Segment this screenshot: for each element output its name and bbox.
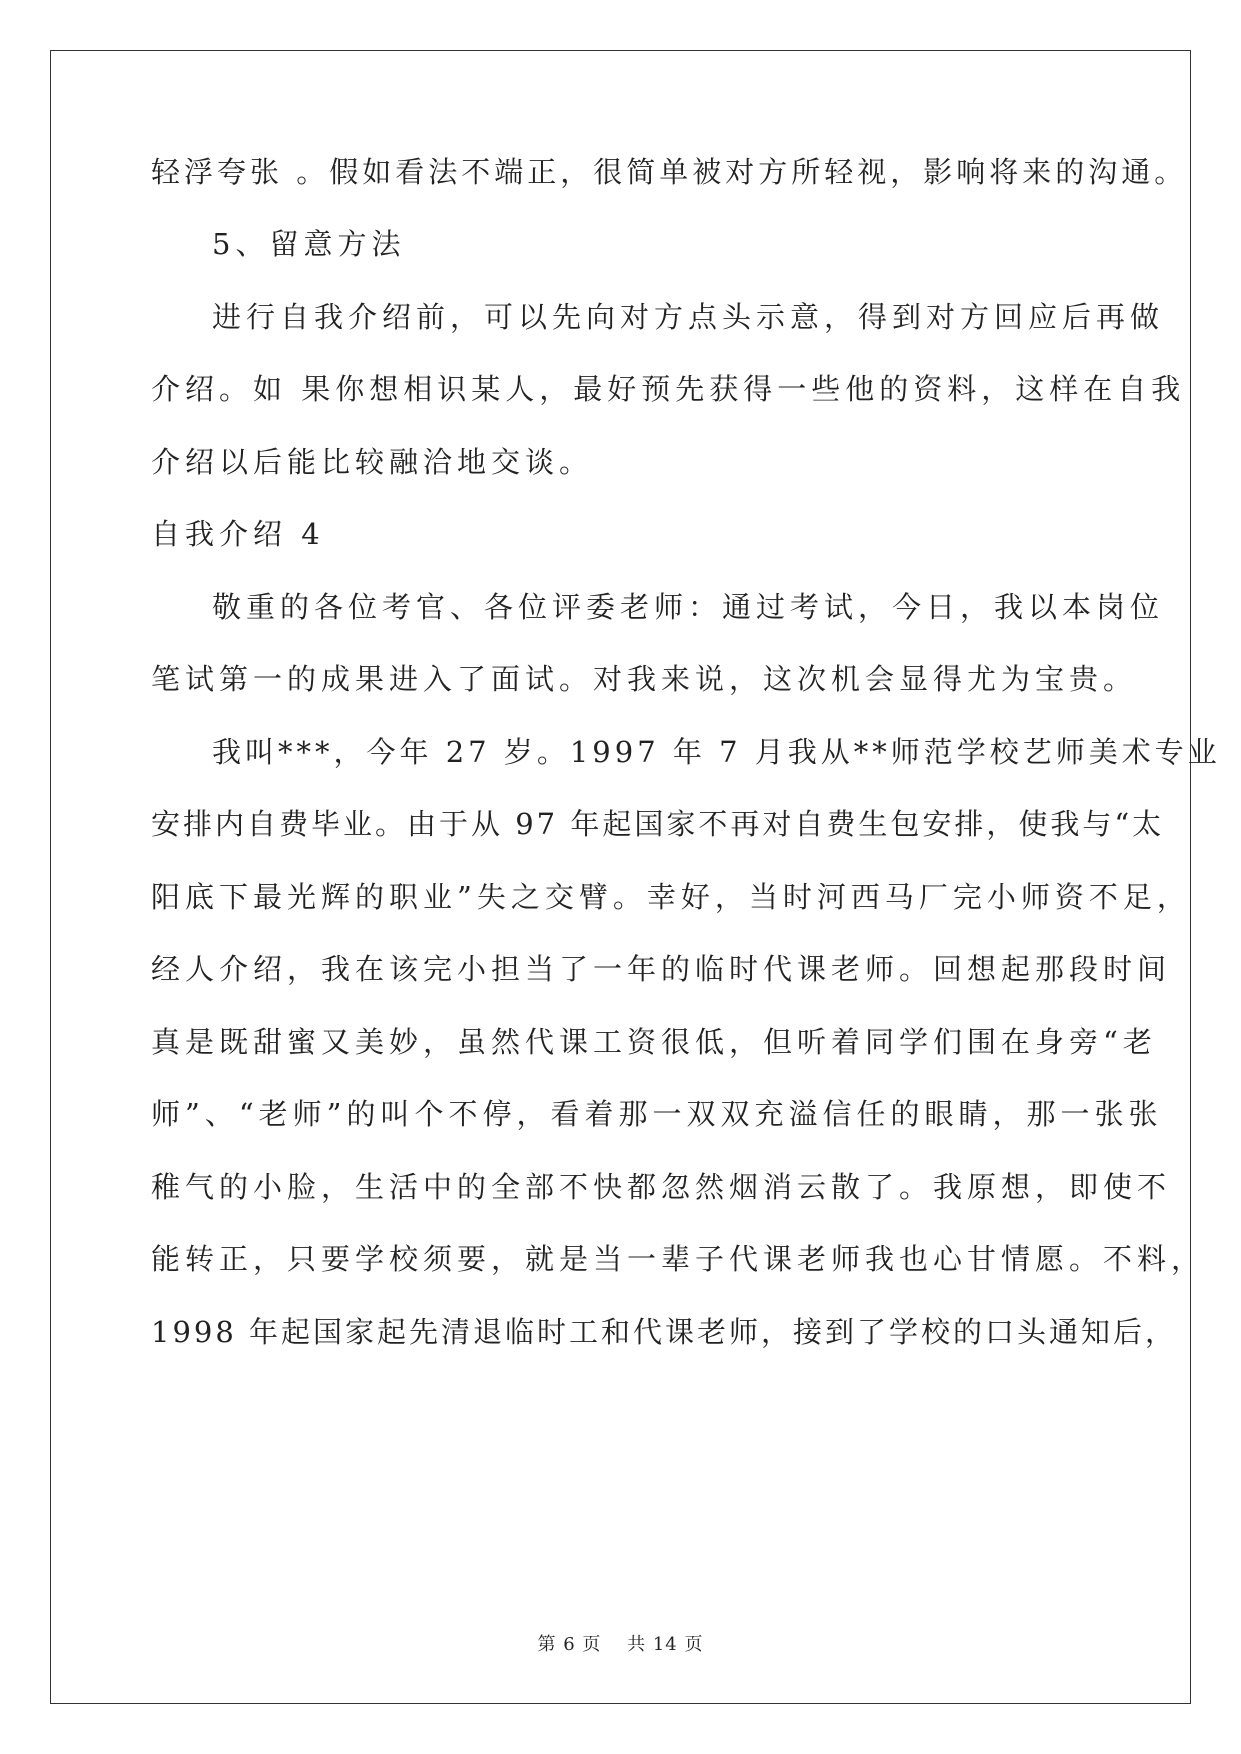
paragraph-line: 进行自我介绍前，可以先向对方点头示意，得到对方回应后再做 [212, 300, 1165, 334]
paragraph-line: 师”、“老师”的叫个不停，看着那一双双充溢信任的眼睛，那一张张 [151, 1097, 1163, 1131]
paragraph-line: 轻浮夸张 。假如看法不端正，很简单被对方所轻视，影响将来的沟通。 [151, 155, 1188, 189]
paragraph-line: 阳底下最光辉的职业”失之交臂。幸好，当时河西马厂完小师资不足， [151, 880, 1191, 914]
page-number-footer: 第 6 页 共 14 页 [537, 1634, 704, 1655]
paragraph-line: 安排内自费毕业。由于从 97 年起国家不再对自费生包安排，使我与“太 [151, 807, 1165, 841]
paragraph-line: 能转正，只要学校须要，就是当一辈子代课老师我也心甘情愿。不料， [151, 1242, 1206, 1276]
paragraph-line: 敬重的各位考官、各位评委老师：通过考试，今日，我以本岗位 [212, 590, 1165, 624]
paragraph-line: 介绍。如 果你想相识某人，最好预先获得一些他的资料，这样在自我 [151, 372, 1186, 406]
paragraph-line: 笔试第一的成果进入了面试。对我来说，这次机会显得尤为宝贵。 [151, 662, 1138, 696]
paragraph-line: 真是既甜蜜又美妙，虽然代课工资很低，但听着同学们围在身旁“老 [151, 1025, 1157, 1059]
section-title: 自我介绍 4 [151, 517, 325, 551]
paragraph-line: 稚气的小脸，生活中的全部不快都忽然烟消云散了。我原想，即使不 [151, 1170, 1172, 1204]
paragraph-line: 经人介绍，我在该完小担当了一年的临时代课老师。回想起那段时间 [151, 952, 1172, 986]
paragraph-line: 我叫***，今年 27 岁。1997 年 7 月我从**师范学校艺师美术专业 [212, 735, 1221, 769]
section-heading: 5、留意方法 [212, 227, 406, 261]
paragraph-line: 介绍以后能比较融洽地交谈。 [151, 445, 594, 479]
paragraph-line: 1998 年起国家起先清退临时工和代课老师，接到了学校的口头通知后， [151, 1315, 1178, 1349]
